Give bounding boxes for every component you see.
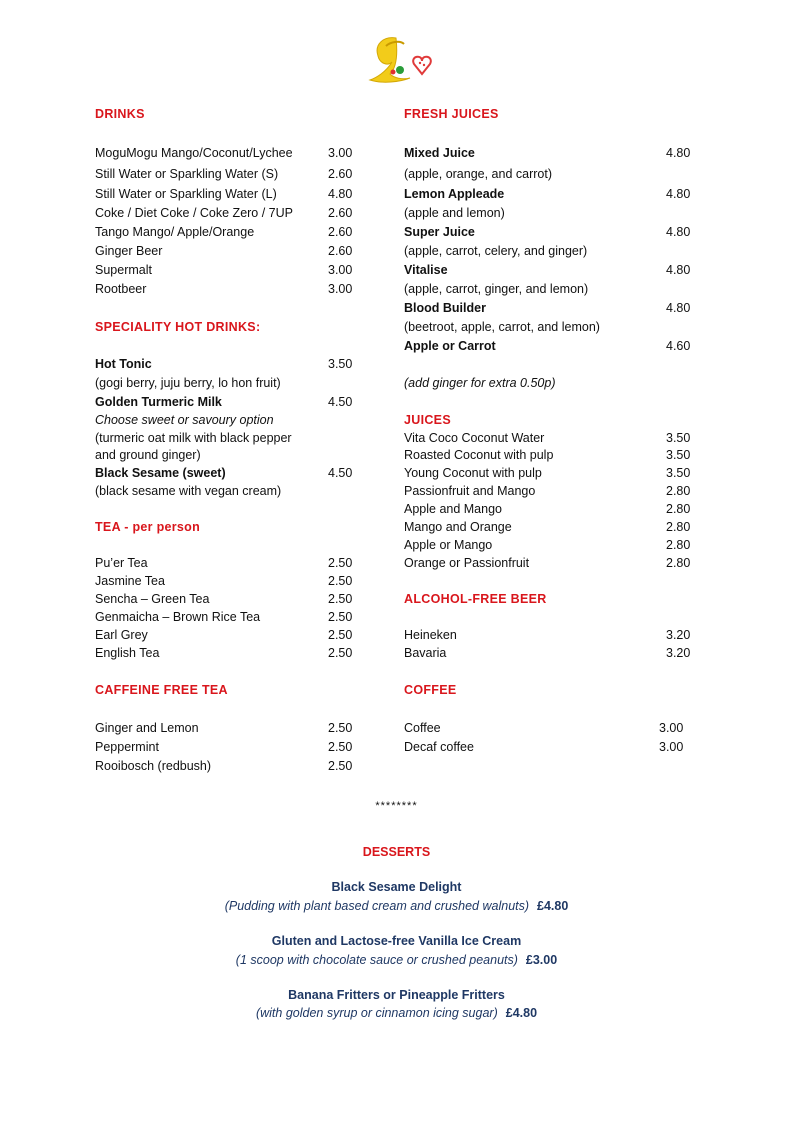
item-price: 3.00 (328, 263, 353, 277)
menu-item: Genmaicha – Brown Rice Tea (95, 610, 261, 624)
item-price: 2.50 (328, 592, 353, 606)
item-price: 3.00 (659, 721, 684, 735)
item-price: 2.80 (666, 538, 691, 552)
item-price: 4.80 (666, 301, 691, 315)
drinks-heading: DRINKS (95, 107, 145, 121)
menu-item: Apple or Carrot (404, 339, 496, 353)
menu-item: Coffee (404, 721, 441, 735)
menu-item: English Tea (95, 646, 160, 660)
dessert-detail (0, 899, 793, 913)
menu-item: Mixed Juice (404, 146, 475, 160)
item-price: 4.80 (328, 187, 353, 201)
item-description: (apple, orange, and carrot) (404, 167, 553, 181)
item-price: 2.80 (666, 484, 691, 498)
item-price: 4.80 (666, 146, 691, 160)
coffee-heading: COFFEE (404, 683, 457, 697)
menu-item: Roasted Coconut with pulp (404, 448, 554, 462)
item-price: 4.80 (666, 263, 691, 277)
item-price: 2.80 (666, 556, 691, 570)
menu-item: Bavaria (404, 646, 447, 660)
item-price: 4.60 (666, 339, 691, 353)
dessert-description: (1 scoop with chocolate sauce or crushed peanuts) (235, 953, 518, 967)
dessert-price: £4.80 (537, 899, 569, 913)
item-price: 2.60 (328, 244, 353, 258)
menu-item: Lemon Appleade (404, 187, 505, 201)
item-price: 2.50 (328, 646, 353, 660)
item-description: (beetroot, apple, carrot, and lemon) (404, 320, 600, 334)
menu-item: Black Sesame (sweet) (95, 466, 226, 480)
item-price: 4.80 (666, 225, 691, 239)
menu-item: Decaf coffee (404, 740, 474, 754)
section-separator: ******** (375, 800, 418, 812)
menu-item: Sencha – Green Tea (95, 592, 210, 606)
menu-item: Tango Mango/ Apple/Orange (95, 225, 255, 239)
dessert-name: Gluten and Lactose-free Vanilla Ice Cream (271, 934, 522, 948)
item-price: 3.50 (666, 448, 691, 462)
item-price: 4.50 (328, 466, 353, 480)
dessert-name: Banana Fritters or Pineapple Fritters (288, 988, 505, 1002)
dessert-name: Black Sesame Delight (331, 880, 462, 894)
item-price: 3.00 (328, 282, 353, 296)
menu-item: Rootbeer (95, 282, 147, 296)
item-description: and ground ginger) (95, 448, 201, 462)
menu-item: Vita Coco Coconut Water (404, 431, 545, 445)
menu-item: Jasmine Tea (95, 574, 165, 588)
item-price: 2.50 (328, 721, 353, 735)
menu-item: Peppermint (95, 740, 159, 754)
item-description: (gogi berry, juju berry, lo hon fruit) (95, 376, 281, 390)
menu-item: Coke / Diet Coke / Coke Zero / 7UP (95, 206, 293, 220)
dessert-description: (Pudding with plant based cream and crushed walnuts) (224, 899, 530, 913)
menu-item: Heineken (404, 628, 457, 642)
menu-item: Earl Grey (95, 628, 148, 642)
item-price: 4.80 (666, 187, 691, 201)
item-price: 2.50 (328, 574, 353, 588)
menu-item: MoguMogu Mango/Coconut/Lychee (95, 146, 293, 160)
desserts-heading: DESSERTS (362, 845, 431, 859)
item-price: 2.50 (328, 740, 353, 754)
ginger-note: (add ginger for extra 0.50p) (404, 376, 556, 390)
menu-item: Rooibosch (redbush) (95, 759, 212, 773)
menu-item: Super Juice (404, 225, 475, 239)
item-price: 3.50 (328, 357, 353, 371)
dessert-price: £3.00 (525, 953, 558, 967)
restaurant-logo (366, 34, 436, 86)
dessert-detail (0, 953, 793, 967)
item-price: 3.50 (666, 466, 691, 480)
item-price: 2.60 (328, 206, 353, 220)
item-price: 3.00 (659, 740, 684, 754)
menu-item: Supermalt (95, 263, 152, 277)
menu-item: Mango and Orange (404, 520, 512, 534)
item-price: 3.00 (328, 146, 353, 160)
item-price: 4.50 (328, 395, 353, 409)
menu-item: Pu’er Tea (95, 556, 148, 570)
item-description: (apple and lemon) (404, 206, 505, 220)
item-price: 2.50 (328, 610, 353, 624)
menu-item: Hot Tonic (95, 357, 152, 371)
caffeine-free-heading: CAFFEINE FREE TEA (95, 683, 228, 697)
item-option: Choose sweet or savoury option (95, 413, 274, 427)
menu-item: Ginger and Lemon (95, 721, 199, 735)
menu-item: Ginger Beer (95, 244, 163, 258)
menu-item: Blood Builder (404, 301, 486, 315)
dessert-description: (with golden syrup or cinnamon icing sugar) (255, 1006, 498, 1020)
hot-drinks-heading: SPECIALITY HOT DRINKS: (95, 320, 261, 334)
tea-heading: TEA - per person (95, 520, 201, 534)
fresh-juices-heading: FRESH JUICES (404, 107, 499, 121)
menu-item: Apple and Mango (404, 502, 502, 516)
menu-item: Orange or Passionfruit (404, 556, 530, 570)
item-price: 2.50 (328, 628, 353, 642)
menu-item: Vitalise (404, 263, 448, 277)
item-description: (turmeric oat milk with black pepper (95, 431, 292, 445)
item-price: 3.50 (666, 431, 691, 445)
dessert-price: £4.80 (505, 1006, 538, 1020)
menu-item: Still Water or Sparkling Water (S) (95, 167, 279, 181)
item-price: 2.80 (666, 502, 691, 516)
juices-heading: JUICES (404, 413, 451, 427)
item-price: 3.20 (666, 646, 691, 660)
beer-heading: ALCOHOL-FREE BEER (404, 592, 547, 606)
item-price: 2.50 (328, 759, 353, 773)
menu-item: Still Water or Sparkling Water (L) (95, 187, 277, 201)
menu-item: Young Coconut with pulp (404, 466, 542, 480)
item-price: 2.60 (328, 167, 353, 181)
menu-item: Golden Turmeric Milk (95, 395, 222, 409)
item-price: 2.80 (666, 520, 691, 534)
item-description: (black sesame with vegan cream) (95, 484, 282, 498)
item-price: 3.20 (666, 628, 691, 642)
menu-item: Passionfruit and Mango (404, 484, 536, 498)
item-description: (apple, carrot, celery, and ginger) (404, 244, 588, 258)
menu-item: Apple or Mango (404, 538, 493, 552)
dessert-detail (0, 1006, 793, 1020)
item-description: (apple, carrot, ginger, and lemon) (404, 282, 589, 296)
item-price: 2.50 (328, 556, 353, 570)
item-price: 2.60 (328, 225, 353, 239)
